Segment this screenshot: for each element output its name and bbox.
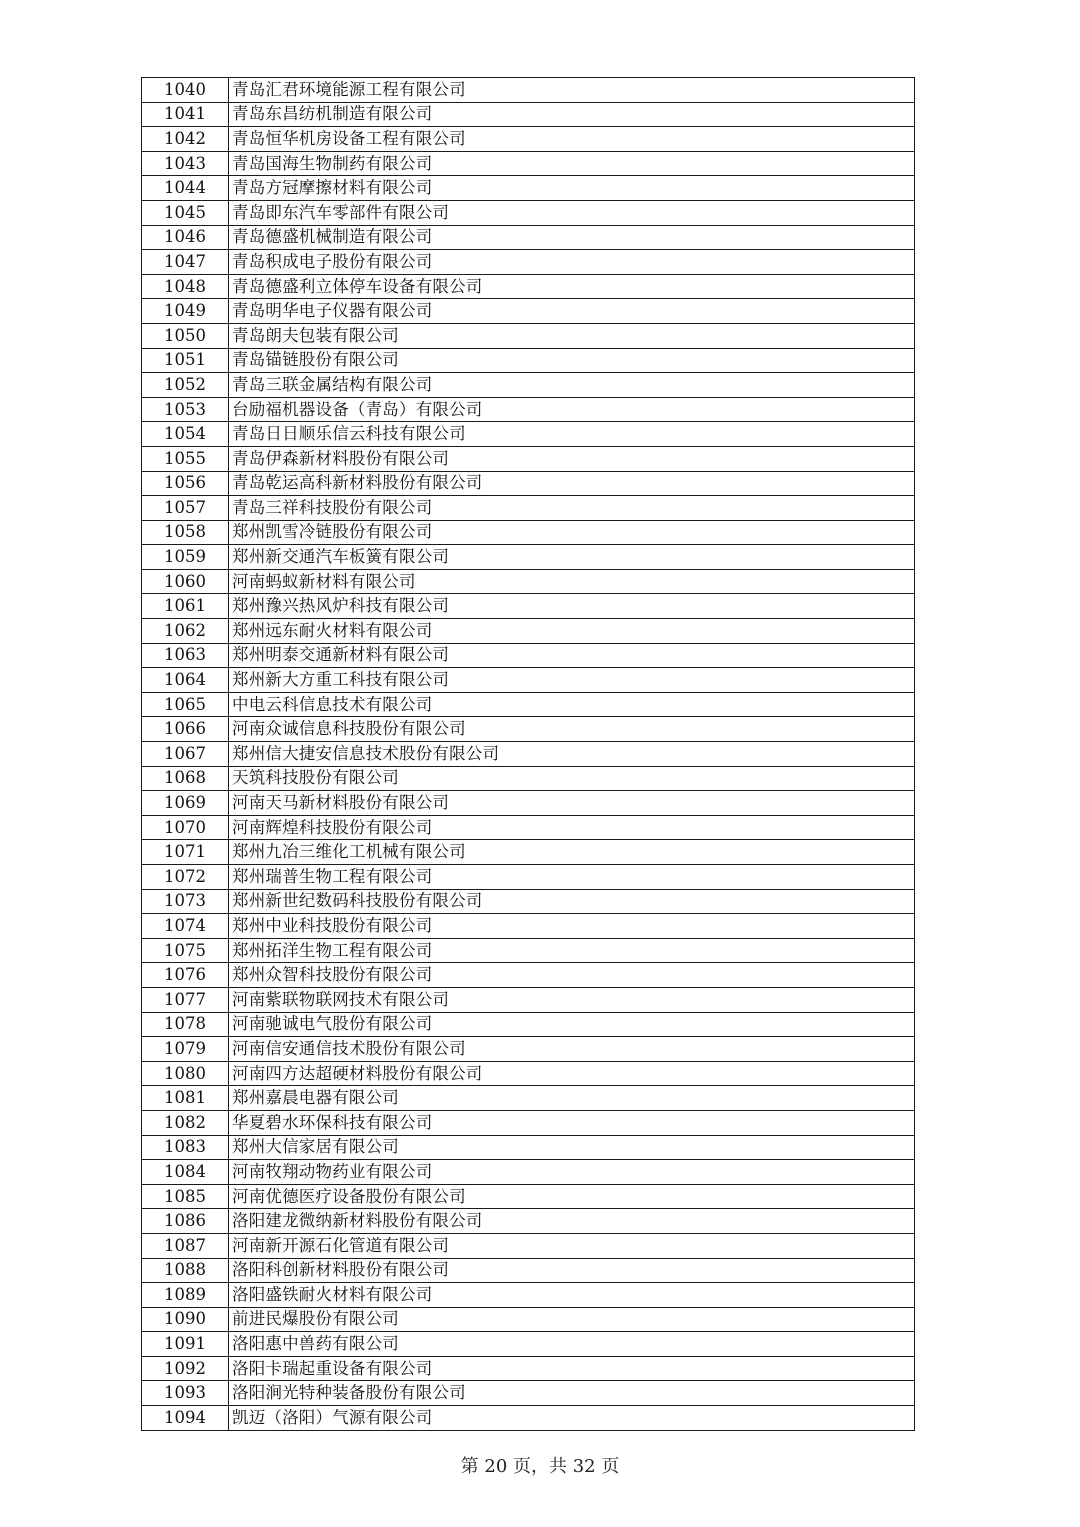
company-name-cell: 华夏碧水环保科技有限公司 bbox=[229, 1110, 915, 1135]
company-name-cell: 青岛伊森新材料股份有限公司 bbox=[229, 446, 915, 471]
row-number-cell: 1049 bbox=[142, 299, 229, 324]
row-number-cell: 1054 bbox=[142, 422, 229, 447]
row-number-cell: 1093 bbox=[142, 1381, 229, 1406]
company-name-cell: 青岛方冠摩擦材料有限公司 bbox=[229, 176, 915, 201]
row-number-cell: 1087 bbox=[142, 1233, 229, 1258]
table-row bbox=[142, 1332, 915, 1357]
table-row bbox=[142, 496, 915, 521]
company-name-cell: 河南蚂蚁新材料有限公司 bbox=[229, 569, 915, 594]
row-number-cell: 1090 bbox=[142, 1307, 229, 1332]
row-number-cell: 1060 bbox=[142, 569, 229, 594]
row-number-cell: 1085 bbox=[142, 1184, 229, 1209]
row-number-cell: 1051 bbox=[142, 348, 229, 373]
row-number-cell: 1061 bbox=[142, 594, 229, 619]
row-number-cell: 1064 bbox=[142, 668, 229, 693]
row-number-cell: 1071 bbox=[142, 840, 229, 865]
table-row bbox=[142, 1406, 915, 1431]
company-name-cell: 青岛恒华机房设备工程有限公司 bbox=[229, 127, 915, 152]
row-number-cell: 1059 bbox=[142, 545, 229, 570]
company-name-cell: 郑州明泰交通新材料有限公司 bbox=[229, 643, 915, 668]
table-row bbox=[142, 1233, 915, 1258]
table-row bbox=[142, 1037, 915, 1062]
company-name-cell: 青岛三祥科技股份有限公司 bbox=[229, 496, 915, 521]
row-number-cell: 1046 bbox=[142, 225, 229, 250]
table-row bbox=[142, 397, 915, 422]
row-number-cell: 1045 bbox=[142, 200, 229, 225]
row-number-cell: 1094 bbox=[142, 1406, 229, 1431]
table-row bbox=[142, 569, 915, 594]
table-row bbox=[142, 1086, 915, 1111]
company-name-cell: 青岛即东汽车零部件有限公司 bbox=[229, 200, 915, 225]
table-row bbox=[142, 151, 915, 176]
row-number-cell: 1050 bbox=[142, 323, 229, 348]
table-row bbox=[142, 717, 915, 742]
page-number-footer: 第 20 页，共 32 页 bbox=[460, 1456, 620, 1477]
company-name-cell: 青岛日日顺乐信云科技有限公司 bbox=[229, 422, 915, 447]
table-row bbox=[142, 299, 915, 324]
table-row bbox=[142, 1110, 915, 1135]
table-row bbox=[142, 643, 915, 668]
company-name-cell: 河南优德医疗设备股份有限公司 bbox=[229, 1184, 915, 1209]
table-row bbox=[142, 1061, 915, 1086]
row-number-cell: 1089 bbox=[142, 1283, 229, 1308]
table-row bbox=[142, 250, 915, 275]
row-number-cell: 1076 bbox=[142, 963, 229, 988]
company-name-cell: 郑州瑞普生物工程有限公司 bbox=[229, 865, 915, 890]
row-number-cell: 1070 bbox=[142, 815, 229, 840]
table-row bbox=[142, 1307, 915, 1332]
row-number-cell: 1048 bbox=[142, 274, 229, 299]
company-name-cell: 郑州大信家居有限公司 bbox=[229, 1135, 915, 1160]
table-row bbox=[142, 446, 915, 471]
company-name-cell: 凯迈（洛阳）气源有限公司 bbox=[229, 1406, 915, 1431]
company-name-cell: 青岛汇君环境能源工程有限公司 bbox=[229, 78, 915, 103]
table-row bbox=[142, 373, 915, 398]
table-row bbox=[142, 274, 915, 299]
company-name-cell: 河南众诚信息科技股份有限公司 bbox=[229, 717, 915, 742]
company-name-cell: 郑州中业科技股份有限公司 bbox=[229, 914, 915, 939]
row-number-cell: 1072 bbox=[142, 865, 229, 890]
company-name-cell: 洛阳卡瑞起重设备有限公司 bbox=[229, 1356, 915, 1381]
table-row bbox=[142, 1012, 915, 1037]
company-name-cell: 台励福机器设备（青岛）有限公司 bbox=[229, 397, 915, 422]
table-row bbox=[142, 742, 915, 767]
table-row bbox=[142, 1184, 915, 1209]
row-number-cell: 1042 bbox=[142, 127, 229, 152]
table-row bbox=[142, 520, 915, 545]
table-row bbox=[142, 323, 915, 348]
table-row bbox=[142, 668, 915, 693]
table-row bbox=[142, 1209, 915, 1234]
row-number-cell: 1092 bbox=[142, 1356, 229, 1381]
row-number-cell: 1068 bbox=[142, 766, 229, 791]
row-number-cell: 1084 bbox=[142, 1160, 229, 1185]
table-body bbox=[142, 78, 915, 1431]
company-name-cell: 洛阳盛铁耐火材料有限公司 bbox=[229, 1283, 915, 1308]
company-name-cell: 天筑科技股份有限公司 bbox=[229, 766, 915, 791]
table-row bbox=[142, 471, 915, 496]
table-row bbox=[142, 176, 915, 201]
table-row bbox=[142, 348, 915, 373]
row-number-cell: 1044 bbox=[142, 176, 229, 201]
row-number-cell: 1080 bbox=[142, 1061, 229, 1086]
company-name-cell: 青岛明华电子仪器有限公司 bbox=[229, 299, 915, 324]
company-list-table bbox=[141, 77, 915, 1431]
row-number-cell: 1055 bbox=[142, 446, 229, 471]
row-number-cell: 1079 bbox=[142, 1037, 229, 1062]
table-row bbox=[142, 963, 915, 988]
company-name-cell: 郑州九冶三维化工机械有限公司 bbox=[229, 840, 915, 865]
company-name-cell: 河南辉煌科技股份有限公司 bbox=[229, 815, 915, 840]
company-name-cell: 郑州信大捷安信息技术股份有限公司 bbox=[229, 742, 915, 767]
row-number-cell: 1056 bbox=[142, 471, 229, 496]
table-row bbox=[142, 1356, 915, 1381]
company-name-cell: 前进民爆股份有限公司 bbox=[229, 1307, 915, 1332]
row-number-cell: 1057 bbox=[142, 496, 229, 521]
company-name-cell: 郑州远东耐火材料有限公司 bbox=[229, 619, 915, 644]
company-name-cell: 河南四方达超硬材料股份有限公司 bbox=[229, 1061, 915, 1086]
company-name-cell: 青岛积成电子股份有限公司 bbox=[229, 250, 915, 275]
company-name-cell: 青岛国海生物制药有限公司 bbox=[229, 151, 915, 176]
table-row bbox=[142, 692, 915, 717]
row-number-cell: 1082 bbox=[142, 1110, 229, 1135]
table-row bbox=[142, 865, 915, 890]
row-number-cell: 1069 bbox=[142, 791, 229, 816]
row-number-cell: 1062 bbox=[142, 619, 229, 644]
table-row bbox=[142, 1381, 915, 1406]
row-number-cell: 1075 bbox=[142, 938, 229, 963]
table-row bbox=[142, 78, 915, 103]
table-row bbox=[142, 914, 915, 939]
table-row bbox=[142, 422, 915, 447]
table-row bbox=[142, 200, 915, 225]
table-row bbox=[142, 938, 915, 963]
row-number-cell: 1066 bbox=[142, 717, 229, 742]
row-number-cell: 1052 bbox=[142, 373, 229, 398]
row-number-cell: 1081 bbox=[142, 1086, 229, 1111]
company-name-cell: 河南新开源石化管道有限公司 bbox=[229, 1233, 915, 1258]
row-number-cell: 1077 bbox=[142, 987, 229, 1012]
company-name-cell: 河南驰诚电气股份有限公司 bbox=[229, 1012, 915, 1037]
row-number-cell: 1065 bbox=[142, 692, 229, 717]
row-number-cell: 1067 bbox=[142, 742, 229, 767]
table-row bbox=[142, 840, 915, 865]
row-number-cell: 1086 bbox=[142, 1209, 229, 1234]
table-row bbox=[142, 987, 915, 1012]
row-number-cell: 1053 bbox=[142, 397, 229, 422]
row-number-cell: 1074 bbox=[142, 914, 229, 939]
row-number-cell: 1073 bbox=[142, 889, 229, 914]
company-name-cell: 洛阳科创新材料股份有限公司 bbox=[229, 1258, 915, 1283]
company-name-cell: 中电云科信息技术有限公司 bbox=[229, 692, 915, 717]
row-number-cell: 1063 bbox=[142, 643, 229, 668]
company-name-cell: 青岛朗夫包装有限公司 bbox=[229, 323, 915, 348]
company-name-cell: 河南牧翔动物药业有限公司 bbox=[229, 1160, 915, 1185]
company-name-cell: 青岛乾运高科新材料股份有限公司 bbox=[229, 471, 915, 496]
row-number-cell: 1088 bbox=[142, 1258, 229, 1283]
company-name-cell: 青岛德盛机械制造有限公司 bbox=[229, 225, 915, 250]
table-row bbox=[142, 225, 915, 250]
company-name-cell: 郑州新世纪数码科技股份有限公司 bbox=[229, 889, 915, 914]
company-name-cell: 郑州拓洋生物工程有限公司 bbox=[229, 938, 915, 963]
company-name-cell: 洛阳建龙微纳新材料股份有限公司 bbox=[229, 1209, 915, 1234]
company-name-cell: 河南紫联物联网技术有限公司 bbox=[229, 987, 915, 1012]
company-name-cell: 郑州新大方重工科技有限公司 bbox=[229, 668, 915, 693]
company-name-cell: 青岛三联金属结构有限公司 bbox=[229, 373, 915, 398]
table-row bbox=[142, 791, 915, 816]
company-name-cell: 郑州众智科技股份有限公司 bbox=[229, 963, 915, 988]
company-name-cell: 青岛德盛利立体停车设备有限公司 bbox=[229, 274, 915, 299]
table-row bbox=[142, 1283, 915, 1308]
row-number-cell: 1058 bbox=[142, 520, 229, 545]
row-number-cell: 1078 bbox=[142, 1012, 229, 1037]
company-name-cell: 郑州嘉晨电器有限公司 bbox=[229, 1086, 915, 1111]
company-name-cell: 青岛东昌纺机制造有限公司 bbox=[229, 102, 915, 127]
row-number-cell: 1043 bbox=[142, 151, 229, 176]
company-name-cell: 郑州凯雪冷链股份有限公司 bbox=[229, 520, 915, 545]
row-number-cell: 1041 bbox=[142, 102, 229, 127]
row-number-cell: 1083 bbox=[142, 1135, 229, 1160]
company-name-cell: 河南信安通信技术股份有限公司 bbox=[229, 1037, 915, 1062]
table-row bbox=[142, 102, 915, 127]
table-row bbox=[142, 766, 915, 791]
table-row bbox=[142, 1258, 915, 1283]
table-row bbox=[142, 889, 915, 914]
company-name-cell: 洛阳涧光特种装备股份有限公司 bbox=[229, 1381, 915, 1406]
table-row bbox=[142, 815, 915, 840]
row-number-cell: 1040 bbox=[142, 78, 229, 103]
table-row bbox=[142, 545, 915, 570]
company-name-cell: 郑州豫兴热风炉科技有限公司 bbox=[229, 594, 915, 619]
row-number-cell: 1047 bbox=[142, 250, 229, 275]
table-row bbox=[142, 127, 915, 152]
table-row bbox=[142, 594, 915, 619]
table-row bbox=[142, 619, 915, 644]
company-name-cell: 河南天马新材料股份有限公司 bbox=[229, 791, 915, 816]
company-name-cell: 青岛锚链股份有限公司 bbox=[229, 348, 915, 373]
company-name-cell: 郑州新交通汽车板簧有限公司 bbox=[229, 545, 915, 570]
table-row bbox=[142, 1160, 915, 1185]
row-number-cell: 1091 bbox=[142, 1332, 229, 1357]
table-row bbox=[142, 1135, 915, 1160]
company-name-cell: 洛阳惠中兽药有限公司 bbox=[229, 1332, 915, 1357]
